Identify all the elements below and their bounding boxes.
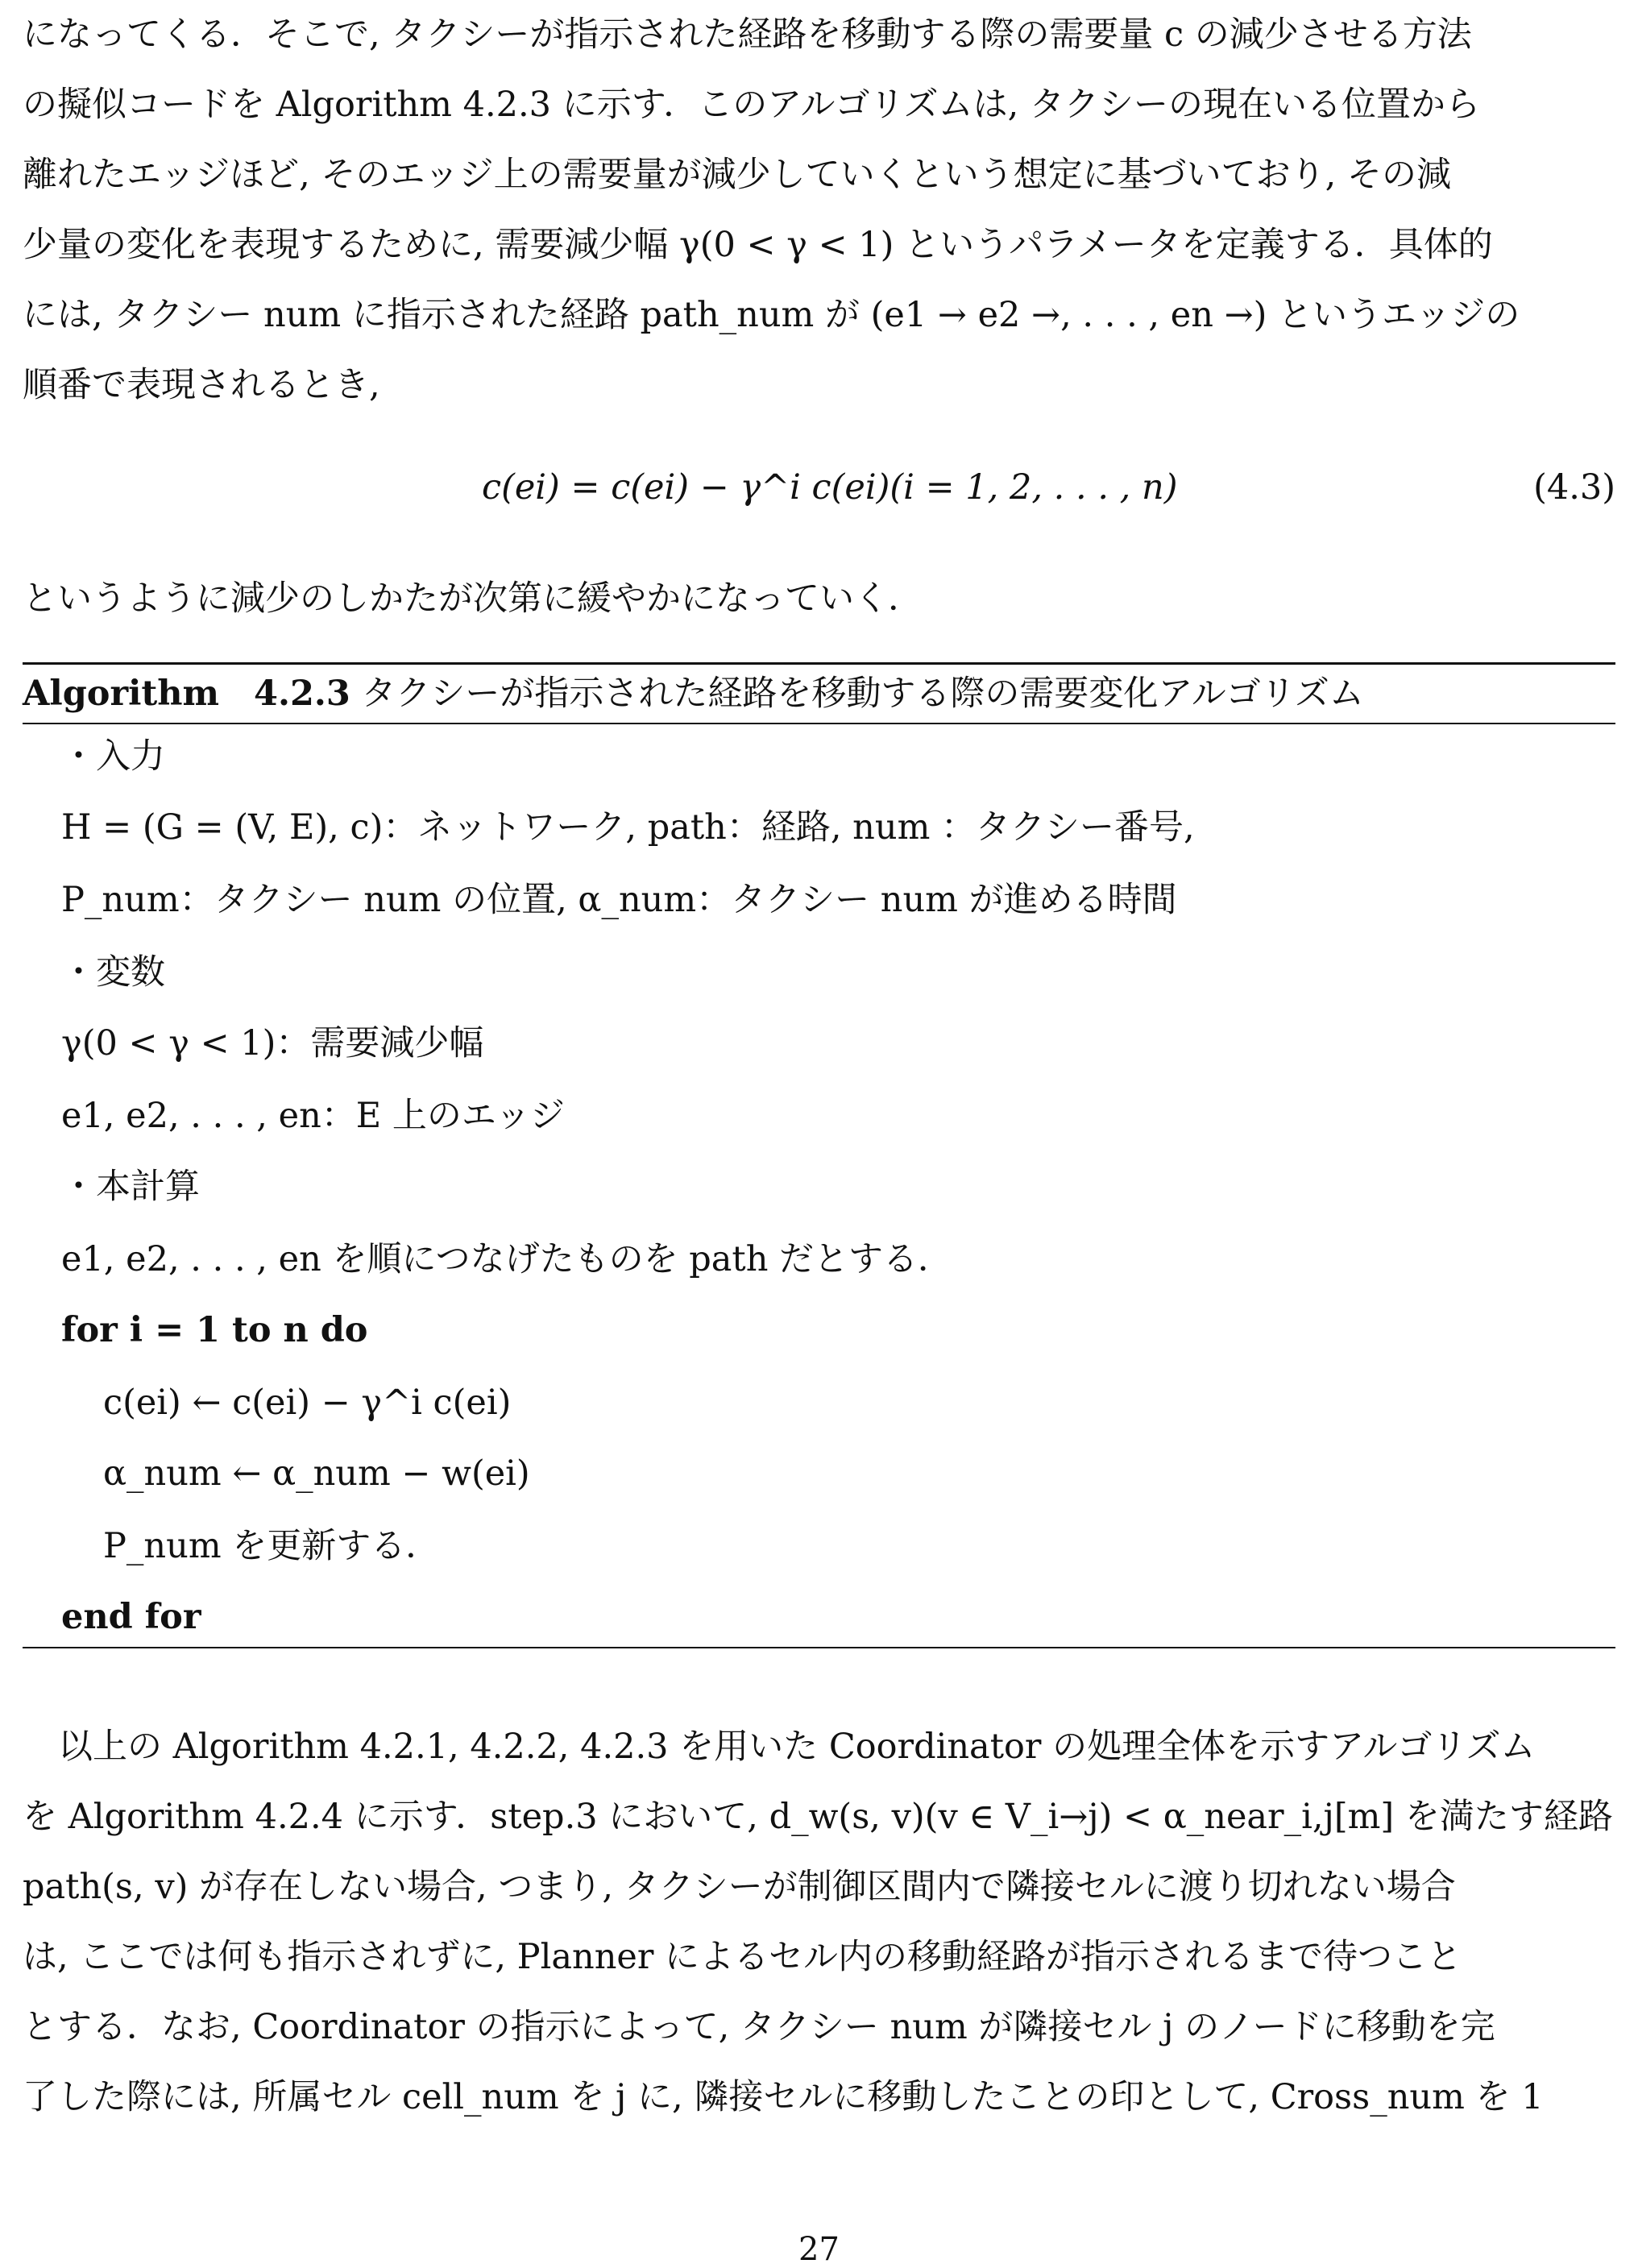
page-number: 27 [798, 2231, 840, 2268]
paragraph-after-equation [23, 564, 1615, 634]
algorithm-line: ・本計算 [61, 1167, 200, 1207]
equation-formula: c(ei) = c(ei) − γ^i c(ei)(i = 1, 2, . . . , n) [482, 467, 1178, 508]
paragraph-intro [23, 0, 1615, 421]
paragraph-coordinator [23, 1712, 1615, 2133]
algorithm-bottom-rule [23, 1647, 1615, 1648]
algorithm-line: ・変数 [61, 952, 165, 993]
text-line: は, ここでは何も指示されずに, Planner によるセル内の移動経路が指示されるまで待つこと [23, 1937, 1462, 1977]
equation-number: (4.3) [1533, 467, 1615, 508]
algorithm-body [23, 724, 1615, 1647]
text-line: 少量の変化を表現するために, 需要減少幅 γ(0 < γ < 1) というパラメータを定義する．具体的 [23, 225, 1493, 265]
text-line: 了した際には, 所属セル cell_num を j に, 隣接セルに移動したことの印として, Cross_num を 1 [23, 2077, 1544, 2117]
text-line: には, タクシー num に指示された経路 path_num が (e1 → e2 →, . . . , en →) というエッジの [23, 295, 1520, 335]
algorithm-line: ・入力 [61, 736, 165, 777]
text-line: を Algorithm 4.2.4 に示す．step.3 において, d_w(s, v)(v ∈ V_i→j) < α_near_i,j[m] を満たす経路 [23, 1797, 1613, 1837]
algorithm-title: タクシーが指示された経路を移動する際の需要変化アルゴリズム [361, 674, 1364, 714]
text-line: 離れたエッジほど, そのエッジ上の需要量が減少していくという想定に基づいており, その減 [23, 155, 1451, 195]
text-line: 以上の Algorithm 4.2.1, 4.2.2, 4.2.3 を用いた Coordinator の処理全体を示すアルゴリズム [58, 1727, 1536, 1767]
algorithm-line: c(ei) ← c(ei) − γ^i c(ei) [103, 1383, 512, 1423]
algorithm-line: γ(0 < γ < 1)：需要減少幅 [61, 1023, 484, 1064]
text-line: の擬似コードを Algorithm 4.2.3 に示す．このアルゴリズムは, タクシーの現在いる位置から [23, 85, 1481, 125]
algorithm-end-for-line: end for [61, 1597, 201, 1637]
text-line: 順番で表現されるとき, [23, 365, 380, 405]
algorithm-line: H = (G = (V, E), c)：ネットワーク, path：経路, num ：タクシー番号, [61, 807, 1195, 848]
algorithm-caption [23, 665, 1615, 723]
algorithm-line: P_num：タクシー num の位置, α_num：タクシー num が進める時間 [61, 880, 1177, 920]
text-line: とする．なお, Coordinator の指示によって, タクシー num が隣接セル j のノードに移動を完 [23, 2007, 1495, 2047]
algorithm-label: Algorithm 4.2.3 [23, 674, 350, 714]
text-line: になってくる．そこで, タクシーが指示された経路を移動する際の需要量 c の減少させる方法 [23, 15, 1472, 55]
algorithm-line: P_num を更新する． [103, 1526, 441, 1566]
algorithm-line: α_num ← α_num − w(ei) [103, 1453, 530, 1494]
algorithm-line: e1, e2, . . . , en を順につなげたものを path だとする． [61, 1239, 953, 1279]
algorithm-line: e1, e2, . . . , en：E 上のエッジ [61, 1096, 565, 1136]
text-line: というように減少のしかたが次第に緩やかになっていく． [23, 578, 923, 619]
text-line: path(s, v) が存在しない場合, つまり, タクシーが制御区間内で隣接セルに渡り切れない場合 [23, 1867, 1456, 1907]
equation-4-3 [23, 453, 1615, 523]
algorithm-for-line: for i = 1 to n do [61, 1310, 368, 1350]
algorithm-box [23, 662, 1615, 1648]
